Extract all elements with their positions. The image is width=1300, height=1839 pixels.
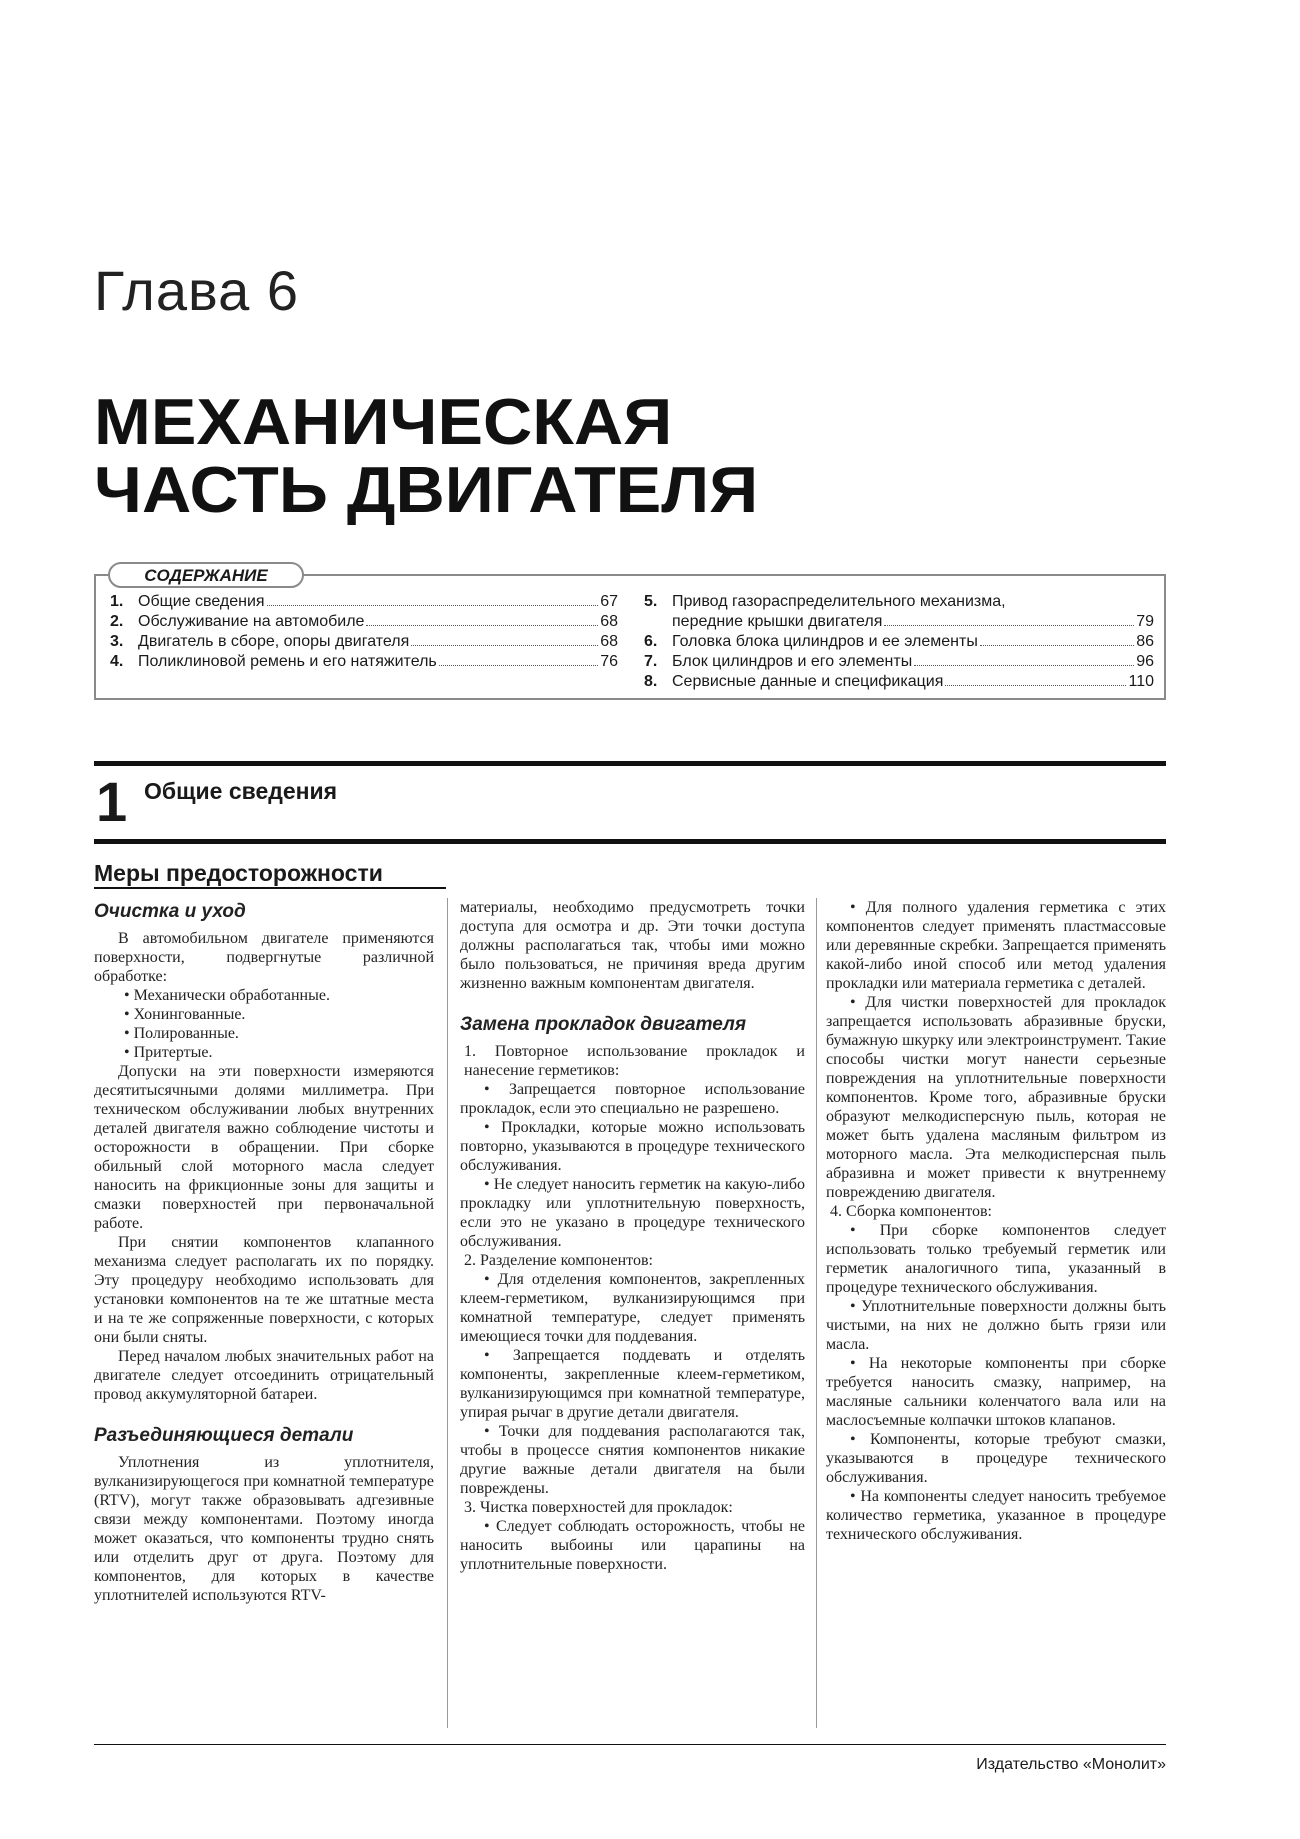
numbered-item: 2. Разделение компонентов: [464,1252,653,1269]
footer-rule [94,1744,1166,1745]
paragraph: В автомобильном двигателе применяются поверхности, подвергнутые различной обработке: [94,930,434,985]
toc-item-continuation[interactable] [644,612,1154,632]
bullet-item: • Полированные. [124,1025,239,1042]
text-column-2 [460,898,805,1574]
toc-item[interactable] [110,632,618,652]
bullet-item: • Точки для поддевания располагаются так, чтобы в процессе снятия компонентов никакие другие важные детали двигателя на были повреждены. [460,1423,805,1497]
paragraph: Уплотнения из уплотнителя, вулканизирующегося при комнатной температуре (RTV), могут также образовывать адгезивные связи между компонентами. Поэтому иногда может оказаться, что компоненты трудно снять или отделить друг от друга. Поэтому для компонентов, для которых в качестве уплотнителей используются RTV- [94,1454,434,1604]
numbered-item: 4. Сборка компонентов: [830,1203,992,1220]
toc-item-text: Головка блока цилиндров и ее элементы [672,633,978,650]
toc-right-column [644,592,1154,692]
toc-item-page: 68 [600,633,618,650]
subsection-underline [94,887,446,889]
heading-separating-parts: Разъединяющиеся детали [94,1425,354,1446]
toc-item-text: Обслуживание на автомобиле [138,613,365,630]
text-column-3 [826,898,1166,1544]
bullet-item: • Компоненты, которые требуют смазки, указываются в процедуре технического обслуживания. [826,1431,1166,1486]
bullet-item: • Для чистки поверхностей для прокладок запрещается использовать абразивные бруски, бумажную шкурку или электроинструмент. Такие способы чистки могут нанести серьезные повреждения на уплотнительные поверхности компонентов. Кроме того, абразивные бруски образуют мелкодисперсную пыль, которая не может быть удалена масляным фильтром из моторного масла. Эта мелкодисперсная пыль абразивна и может привести к внутреннему повреждению двигателя. [826,994,1166,1201]
toc-item[interactable] [644,632,1154,652]
chapter-title-line1: МЕХАНИЧЕСКАЯ [94,385,673,458]
section-number: 1 [96,770,128,833]
toc-item[interactable] [644,672,1154,692]
section-bottom-rule [94,839,1166,844]
toc-item-number: 2. [110,613,124,630]
chapter-title-line2: ЧАСТЬ ДВИГАТЕЛЯ [94,453,759,526]
toc-item[interactable] [644,652,1154,672]
publisher-footer: Издательство «Монолит» [976,1756,1166,1773]
toc-item-page: 86 [1136,633,1154,650]
toc-item-number: 5. [644,593,658,610]
bullet-item: • Уплотнительные поверхности должны быть чистыми, на них не должно быть грязи или масла. [826,1298,1166,1353]
toc-item-number: 1. [110,593,124,610]
heading-gasket-replacement: Замена прокладок двигателя [460,1014,747,1035]
toc-item[interactable] [110,652,618,672]
toc-item-text: Привод газораспределительного механизма, [672,593,1006,610]
bullet-item: • Следует соблюдать осторожность, чтобы не наносить выбоины или царапины на уплотнительные поверхности. [460,1518,805,1573]
toc-item[interactable] [110,612,618,632]
toc-item-page: 96 [1136,653,1154,670]
toc-left-column [110,592,618,672]
bullet-item: • Не следует наносить герметик на какую-либо прокладку или уплотнительную поверхность, если это не указано в процедуре технического обслуживания. [460,1176,805,1250]
bullet-item: • Для полного удаления герметика с этих компонентов следует применять пластмассовые или деревянные скребки. Запрещается применять какой-либо иной способ или метод удаления прокладки или материала герметика с деталей. [826,899,1166,992]
toc-item-text: Общие сведения [138,593,265,610]
column-divider [816,898,817,1728]
chapter-title [94,385,759,526]
toc-item-page: 67 [600,593,618,610]
subsection-title: Меры предосторожности [94,860,383,886]
toc-item-text: передние крышки двигателя [672,613,883,630]
toc-item[interactable] [110,592,618,612]
numbered-item: 1. Повторное использование прокладок и нанесение герметиков: [464,1043,805,1079]
bullet-item: • Для отделения компонентов, закрепленных клеем-герметиком, вулканизирующимся при комнатной температуре, следует применять имеющиеся точки для поддевания. [460,1271,805,1345]
bullet-item: • Хонингованные. [124,1006,246,1023]
paragraph: Допуски на эти поверхности измеряются десятитысячными долями миллиметра. При техническом обслуживании любых внутренних деталей двигателя важно соблюдение чистоты и осторожности в обращении. При сборке обильный слой моторного масла следует наносить на фрикционные зоны для защиты и смазки поверхностей при первоначальной работе. [94,1063,434,1232]
toc-item-number: 6. [644,633,658,650]
bullet-item: • На компоненты следует наносить требуемое количество герметика, указанное в процедуре технического обслуживания. [826,1488,1166,1543]
toc-item-text: Сервисные данные и спецификация [672,673,944,690]
column-divider [447,898,448,1728]
text-column-1 [94,898,434,1605]
paragraph: материалы, необходимо предусмотреть точки доступа для осмотра и др. Эти точки доступа должны располагаться так, чтобы ими можно было пользоваться, не причиняя вреда другим жизненно важным компонентам двигателя. [460,899,805,992]
chapter-label: Глава 6 [94,259,299,322]
toc-item-number: 4. [110,653,124,670]
heading-cleaning: Очистка и уход [94,901,246,922]
bullet-item: • На некоторые компоненты при сборке требуется наносить смазку, например, на масляные сальники коленчатого вала или на маслосъемные колпачки штоков клапанов. [826,1355,1166,1429]
bullet-item: • Притертые. [124,1044,213,1061]
toc-item-number: 7. [644,653,658,670]
toc-item-page: 79 [1136,613,1154,630]
toc-item-number: 8. [644,673,658,690]
bullet-item: • Запрещается поддевать и отделять компоненты, закрепленные клеем-герметиком, вулканизирующимся при комнатной температуре, упирая рычаг в другие детали двигателя. [460,1347,805,1421]
bullet-item: • Запрещается повторное использование прокладок, если это специально не разрешено. [460,1081,805,1117]
section-top-rule [94,761,1166,766]
toc-item-page: 76 [600,653,618,670]
toc-item-text: Поликлиновой ремень и его натяжитель [138,653,437,670]
toc-item-text: Двигатель в сборе, опоры двигателя [138,633,410,650]
paragraph: Перед началом любых значительных работ на двигателе следует отсоединить отрицательный провод аккумуляторной батареи. [94,1348,434,1403]
paragraph: При снятии компонентов клапанного механизма следует располагать их по порядку. Эту процедуру необходимо использовать для установки компонентов на те же штатные места и на те же сопряженные поверхности, с которых они были сняты. [94,1234,434,1346]
toc-item[interactable] [644,592,1154,612]
section-title: Общие сведения [144,778,338,804]
bullet-item: • Механически обработанные. [124,987,330,1004]
toc-item-page: 110 [1128,673,1154,690]
bullet-item: • При сборке компонентов следует использовать только требуемый герметик или герметик аналогичного типа, указанный в процедуре технического обслуживания. [826,1222,1166,1296]
toc-item-text: Блок цилиндров и его элементы [672,653,913,670]
numbered-item: 3. Чистка поверхностей для прокладок: [464,1499,733,1516]
toc-heading: СОДЕРЖАНИЕ [108,562,304,588]
toc-item-page: 68 [600,613,618,630]
bullet-item: • Прокладки, которые можно использовать повторно, указываются в процедуре технического обслуживания. [460,1119,805,1174]
toc-item-number: 3. [110,633,124,650]
